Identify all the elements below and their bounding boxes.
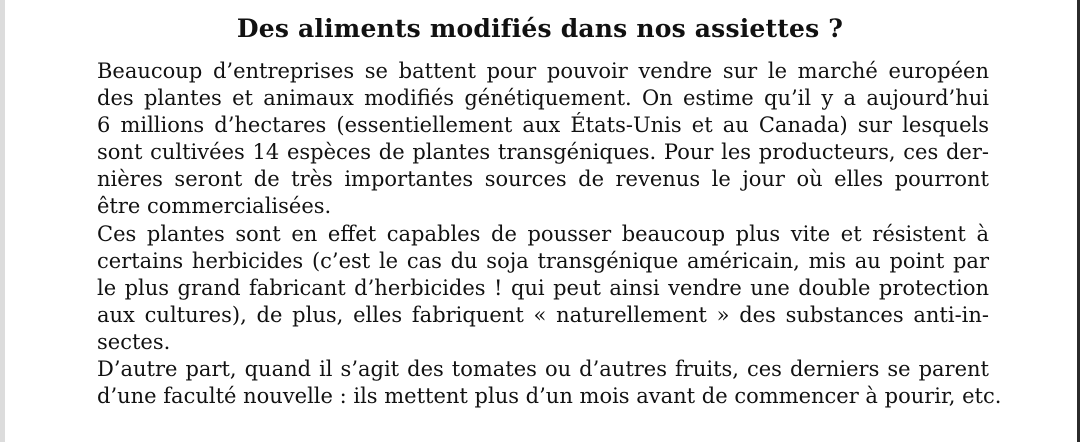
text-line: aux cultures), de plus, elles fabriquent « naturellement » des substances anti-in- (97, 302, 989, 327)
text-line: sectes. (97, 329, 171, 354)
text-line: Ces plantes sont en effet capables de pousser beaucoup plus vite et résistent à (97, 221, 989, 246)
text-line: nières seront de très importantes sources de revenus le jour où elles pourront (97, 167, 989, 192)
text-line: D’autre part, quand il s’agit des tomates ou d’autres fruits, ces derniers se parent (97, 357, 989, 382)
text-line: des plantes et animaux modifiés génétiquement. On estime qu’il y a aujourd’hui (97, 86, 989, 111)
document-body (97, 58, 1002, 410)
paragraph-1 (97, 58, 989, 221)
text-line: sont cultivées 14 espèces de plantes transgéniques. Pour les producteurs, ces der- (97, 140, 989, 165)
text-line: le plus grand fabricant d’herbicides ! qui peut ainsi vendre une double protection (97, 275, 989, 300)
document-title: Des aliments modifiés dans nos assiettes ? (236, 14, 844, 43)
text-line: 6 millions d’hectares (essentiellement aux États-Unis et au Canada) sur lesquels (97, 113, 989, 138)
left-page-edge (0, 0, 5, 442)
text-line: certains herbicides (c’est le cas du soja transgénique américain, mis au point par (97, 248, 989, 273)
text-line: être commercialisées. (97, 194, 332, 219)
text-line: d’une faculté nouvelle : ils mettent plus d’un mois avant de commencer à pourir, etc. (97, 384, 1002, 409)
paragraph-3 (97, 356, 1002, 410)
paragraph-2 (97, 221, 989, 356)
text-line: Beaucoup d’entreprises se battent pour pouvoir vendre sur le marché européen (97, 59, 989, 83)
